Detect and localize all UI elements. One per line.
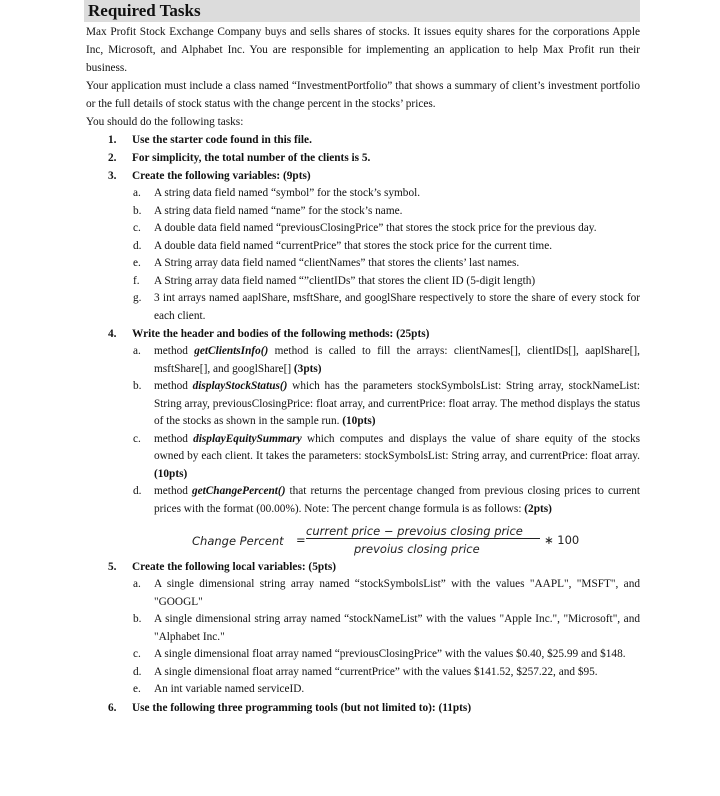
subtask-letter: c. — [133, 222, 141, 234]
subtask-item — [84, 646, 640, 664]
intro-paragraph: You should do the following tasks: — [86, 116, 244, 128]
subtask-item — [84, 343, 640, 378]
task-heading — [84, 131, 640, 149]
points-label: (10pts) — [154, 467, 188, 480]
subtask-letter: d. — [133, 485, 142, 497]
subtask-text: A String array data field named “”clientIDs” that stores the client ID (5-digit length) — [154, 274, 536, 287]
subtask-letter: a. — [133, 345, 141, 357]
subtask-letter: a. — [133, 187, 141, 199]
points-label: (3pts) — [293, 362, 322, 375]
subtask-prefix: method — [154, 380, 193, 392]
task-text: Use the starter code found in this file. — [132, 134, 312, 146]
subtask-item — [84, 576, 640, 611]
subtask-text: A single dimensional float array named “previousClosingPrice” with the values $0.40, $25.99 and $148. — [154, 648, 626, 660]
task-heading — [84, 325, 640, 343]
subtask-text: that returns the percentage changed from previous closing prices to current prices with the format (00.00%). Note: The percent change formula is as follows: — [154, 485, 640, 515]
task-number: 1. — [108, 134, 117, 146]
subtask-letter: a. — [133, 578, 141, 590]
subtask-item — [84, 431, 640, 484]
subtask-text: which computes and displays the value of share equity of the stocks owned by each client. It takes the parameters: stockSymbolsList: String array, and currentPrice: float array. — [154, 432, 640, 462]
subtask-item — [84, 273, 640, 291]
formula-label: Change Percent — [192, 534, 284, 548]
subtask-item — [84, 290, 640, 325]
task-item — [84, 699, 640, 717]
task-number: 6. — [108, 701, 117, 714]
subtask-text: method is called to fill the arrays: clientNames[], clientIDs[], aaplShare[], msftShare[], and googlShare[] — [154, 345, 640, 375]
subtask-prefix: method — [154, 345, 195, 357]
points-label: (2pts) — [524, 502, 552, 515]
task-number: 2. — [108, 152, 117, 164]
task-number: 3. — [108, 170, 117, 182]
task-item — [84, 558, 640, 699]
task-number: 5. — [108, 561, 117, 573]
subtask-text: A single dimensional string array named “stockNameList” with the values "Apple Inc.", "Microsoft", and "Alphabet Inc." — [154, 613, 640, 643]
page-title: Required Tasks — [88, 1, 201, 20]
subtask-letter: b. — [133, 204, 142, 217]
percent-change-formula — [84, 522, 640, 556]
subtask-text: 3 int arrays named aaplShare, msftShare, and googlShare respectively to store the share of every stock for each client. — [154, 292, 640, 322]
subtask-item — [84, 220, 640, 238]
method-name: displayEquitySummary — [193, 432, 302, 445]
task-text: For simplicity, the total number of the clients is 5. — [132, 152, 371, 164]
subtask-item — [84, 203, 640, 221]
subtask-item — [84, 378, 640, 431]
subtask-text: A single dimensional float array named “currentPrice” with the values $141.52, $257.22, and $95. — [154, 665, 598, 678]
method-name: getClientsInfo() — [194, 345, 269, 357]
formula-denominator: prevoius closing price — [354, 542, 480, 556]
task-text: Create the following variables: (9pts) — [132, 170, 311, 182]
task-item — [84, 131, 640, 149]
subtask-item — [84, 664, 640, 682]
intro-paragraph: Max Profit Stock Exchange Company buys and sells shares of stocks. It issues equity shares for the corporations Apple Inc, Microsoft, and Alphabet Inc. You are responsible for implementing an application to help Max Profit run their business. — [86, 26, 640, 74]
subtask-text: A string data field named “symbol” for the stock’s symbol. — [154, 187, 421, 199]
subtask-letter: b. — [133, 380, 142, 392]
subtask-text: A String array data field named “clientNames” that stores the clients’ last names. — [154, 257, 520, 269]
subtask-text: A double data field named “currentPrice” that stores the stock price for the current time. — [154, 239, 553, 252]
subtask-letter: e. — [133, 683, 141, 695]
points-label: (10pts) — [342, 415, 376, 427]
subtask-item — [84, 238, 640, 256]
subtask-letter: g. — [133, 292, 142, 304]
task-item — [84, 325, 640, 556]
document-page — [84, 0, 640, 717]
formula-numerator: current price − prevoius closing price — [306, 524, 523, 538]
intro-section — [84, 23, 640, 131]
subtask-letter: b. — [133, 613, 142, 625]
task-heading — [84, 149, 640, 167]
task-number: 4. — [108, 328, 117, 340]
subtask-item — [84, 681, 640, 699]
task-text: Create the following local variables: (5pts) — [132, 561, 337, 573]
method-name: getChangePercent() — [191, 485, 286, 497]
subtask-item — [84, 185, 640, 203]
subtask-text: which has the parameters stockSymbolsList: String array, stockNameList: String array, previousClosingPrice: float array, and currentPrice: float array. The method displays the status of the stocks as shown in the sample run. — [154, 380, 640, 427]
subtask-prefix: method — [154, 432, 194, 445]
heading-bar — [84, 0, 640, 22]
subtask-letter: d. — [133, 239, 142, 252]
subtask-letter: d. — [133, 665, 142, 678]
task-text: Write the header and bodies of the following methods: (25pts) — [132, 328, 430, 340]
subtask-text: A string data field named “name” for the stock’s name. — [154, 204, 403, 217]
subtask-letter: c. — [133, 648, 141, 660]
task-item — [84, 149, 640, 167]
task-heading — [84, 558, 640, 576]
formula-equals: = — [296, 533, 306, 547]
subtask-prefix: method — [154, 485, 192, 497]
subtask-text: A single dimensional string array named “stockSymbolsList” with the values "AAPL", "MSFT", and "GOOGL" — [154, 578, 640, 608]
formula-multiplier: ∗ 100 — [544, 533, 580, 547]
task-text: Use the following three programming tools (but not limited to): (11pts) — [132, 701, 472, 714]
method-name: displayStockStatus() — [192, 380, 288, 392]
task-heading — [84, 699, 640, 717]
subtask-letter: c. — [133, 432, 141, 445]
task-item — [84, 167, 640, 325]
subtask-letter: f. — [133, 274, 140, 287]
subtask-item — [84, 483, 640, 518]
subtask-letter: e. — [133, 257, 141, 269]
subtask-item — [84, 611, 640, 646]
subtask-text: An int variable named serviceID. — [154, 683, 305, 695]
intro-paragraph: Your application must include a class named “InvestmentPortfolio” that shows a summary of client’s investment portfolio or the full details of stock status with the change percent in the stocks’ prices. — [86, 80, 640, 110]
subtask-item — [84, 255, 640, 273]
task-heading — [84, 167, 640, 185]
fraction-bar — [306, 538, 540, 539]
subtask-text: A double data field named “previousClosingPrice” that stores the stock price for the previous day. — [154, 222, 597, 234]
task-list — [84, 131, 640, 717]
